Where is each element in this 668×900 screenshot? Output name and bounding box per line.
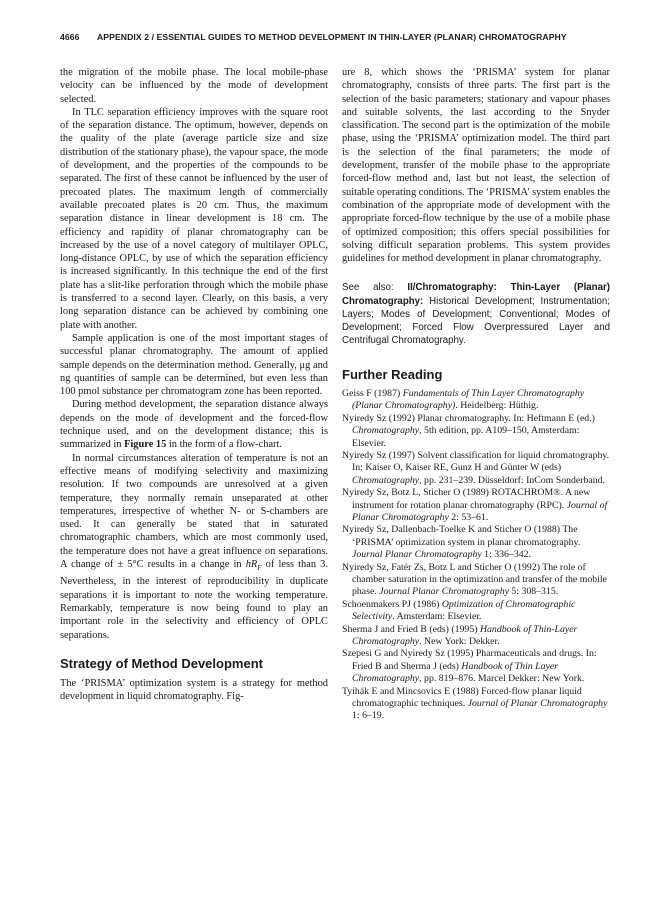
reference-item: Nyiredy Sz, Botz L, Sticher O (1989) ROTACHROM®. A new instrument for rotation planar chromatography (RPC). Journal of Planar Chromatography 2: 53–61. bbox=[342, 487, 608, 523]
paragraph: ure 8, which shows the ‘PRISMA’ system for planar chromatography, consists of three parts. The first part is the selection of the basic parameters; stationary and vapour phases and suitable solvents, the last according to the Snyder classification. The second part is the optimization of the mobile phase, using the ‘PRISMA’ optimization model. The third part is the selection of the final parameters; the mode of development, transfer of the mobile phase to the appropriate forced-flow method and, last but not least, the selection of suitable operating conditions. The ‘PRISMA’ system enables the combination of the appropriate mode of development with the appropriate forced-flow technique by the use of a mobile phase of optimized composition; this offers special possibilities for solving difficult separation problems. This system provides guidelines for method development in planar chromatography. bbox=[342, 67, 610, 265]
section-heading: Strategy of Method Development bbox=[60, 655, 263, 671]
reference-list bbox=[342, 388, 610, 723]
paragraph: the migration of the mobile phase. The local mobile-phase velocity can be influenced by the mode of development selected. bbox=[60, 67, 328, 105]
text-run: results in a change in bbox=[143, 558, 246, 570]
see-also bbox=[342, 281, 610, 346]
text-run: of less than 3. Nevertheless, in the interest of reproducibility in duplicate separations it is important to note the working temperature. Remarkably, temperature is now being found to play an important role in the selectivity and efficiency of OPLC separations. bbox=[60, 558, 328, 641]
running-title: APPENDIX 2 / ESSENTIAL GUIDES TO METHOD DEVELOPMENT IN THIN-LAYER (PLANAR) CHROMATOGRAPHY bbox=[97, 32, 567, 42]
reference-item: Sherma J and Fried B (eds) (1995) Handbook of Thin-Layer Chromatography. New York: Dekker. bbox=[342, 623, 578, 648]
reference-item: Nyiredy Sz (1997) Solvent classification for liquid chromatography. In: Kaiser O, Kaiser RE, Gunz H and Günter W (eds) Chromatography, pp. 231–239. Düsseldorf: InCom Sonderband. bbox=[342, 449, 610, 486]
left-column bbox=[60, 66, 328, 703]
reference-item: Szepesi G and Nyiredy Sz (1995) Pharmaceuticals and drugs. In: Fried B and Sherma J (eds) Handbook of Thin Layer Chromatography, pp. 819–876. Marcel Dekker: New York. bbox=[342, 648, 597, 685]
further-reading-heading: Further Reading bbox=[342, 366, 443, 382]
paragraph bbox=[60, 398, 328, 451]
hrf-symbol: hR bbox=[245, 558, 258, 570]
paragraph: Sample application is one of the most important stages of successful planar chromatography. The amount of applied sample depends on the determination method. Generally, μg and ng quantities of sample can be determined, but even less than 100 pmol substance per chromatogram zone has been reported. bbox=[60, 332, 328, 398]
see-also-label: See also: bbox=[342, 282, 394, 294]
reference-item: Geiss F (1987) Fundamentals of Thin Layer Chromatography (Planar Chromatography). Heidelberg: Hüthig. bbox=[342, 387, 585, 412]
right-column bbox=[342, 66, 610, 723]
text-run: In normal circumstances alteration of temperature is not an effective means of modifying selectivity and maximizing resolution. If two compounds are unresolved at a given temperature, they normally remain unseparated at other temperatures, irrespective of whether N- or S-chambers are used. It can generally be stated that in saturated chromatographic chambers, which are most commonly used, the temperature does not have a great influence on separations. A change of bbox=[60, 452, 328, 570]
temperature-change: ± 5°C bbox=[117, 558, 144, 570]
figure-reference: Figure 15 bbox=[124, 439, 167, 451]
paragraph: In TLC separation efficiency improves with the square root of the separation distance. The optimum, however, depends on the quality of the plate (average particle size and size distribution of the stationary phase), the vapour space, the mode of development, and the properties of the compounds to be separated. The first of these cannot be influenced by the user of precoated plates. The maximum length of commercially available precoated plates is 20 cm. Thus, the maximum separation distance in linear development is 18 cm. The efficiency and rapidity of planar chromatography can be increased by the use of a novel category of multilayer OPLC, long-distance OPLC, by use of which the separation efficiency is increased significantly. In this technique the end of the first plate has a slit-like perforation through which the mobile phase is transferred to a second layer. Clearly, on this basis, a very long separation distance can be achieved by combining one plate with another. bbox=[60, 106, 328, 331]
reference-item: Tyihák E and Mincsovics E (1988) Forced-flow planar liquid chromatographic techniques. Journal of Planar Chromatography 1: 6–19. bbox=[342, 685, 608, 722]
page-number: 4666 bbox=[60, 32, 80, 42]
reference-item: Nyiredy Sz (1992) Planar chromatography. In: Heftmann E (ed.) Chromatography, 5th edition, pp. A109–150, Amsterdam: Elsevier. bbox=[342, 412, 595, 449]
running-header bbox=[60, 30, 608, 46]
text-run: in the form of a flow-chart. bbox=[166, 439, 282, 451]
reference-item: Nyiredy Sz, Fatér Zs, Botz L and Sticher O (1992) The role of chamber saturation in the optimization and transfer of the mobile phase. Journal Planar Chromatography 5: 308–315. bbox=[342, 561, 607, 598]
text-run: During method development, the separation distance always depends on the mode of development and the forced-flow technique used, and on the development distance; this is summarized in bbox=[60, 399, 328, 451]
paragraph bbox=[60, 452, 328, 642]
paragraph: The ‘PRISMA’ optimization system is a strategy for method development in liquid chromatography. Fig- bbox=[60, 677, 328, 703]
see-also-text: Historical Development; Instrumentation; Layers; Modes of Development; Conventional; Modes of Development; Forced Flow Overpressured Layer and Centrifugal Chromatography. bbox=[342, 295, 610, 346]
see-also-link[interactable]: II/Chromatography: Thin-Layer (Planar) Chromatography: bbox=[342, 282, 610, 307]
reference-item: Schoenmakers PJ (1986) Optimization of Chromatographic Selectivity. Amsterdam: Elsevier. bbox=[342, 598, 576, 623]
hrf-subscript: F bbox=[257, 564, 262, 573]
reference-item: Nyiredy Sz, Dallenbach-Toelke K and Sticher O (1988) The ‘PRISMA’ optimization system in planar chromatography. Journal Planar Chromatography 1: 336–342. bbox=[342, 524, 581, 561]
